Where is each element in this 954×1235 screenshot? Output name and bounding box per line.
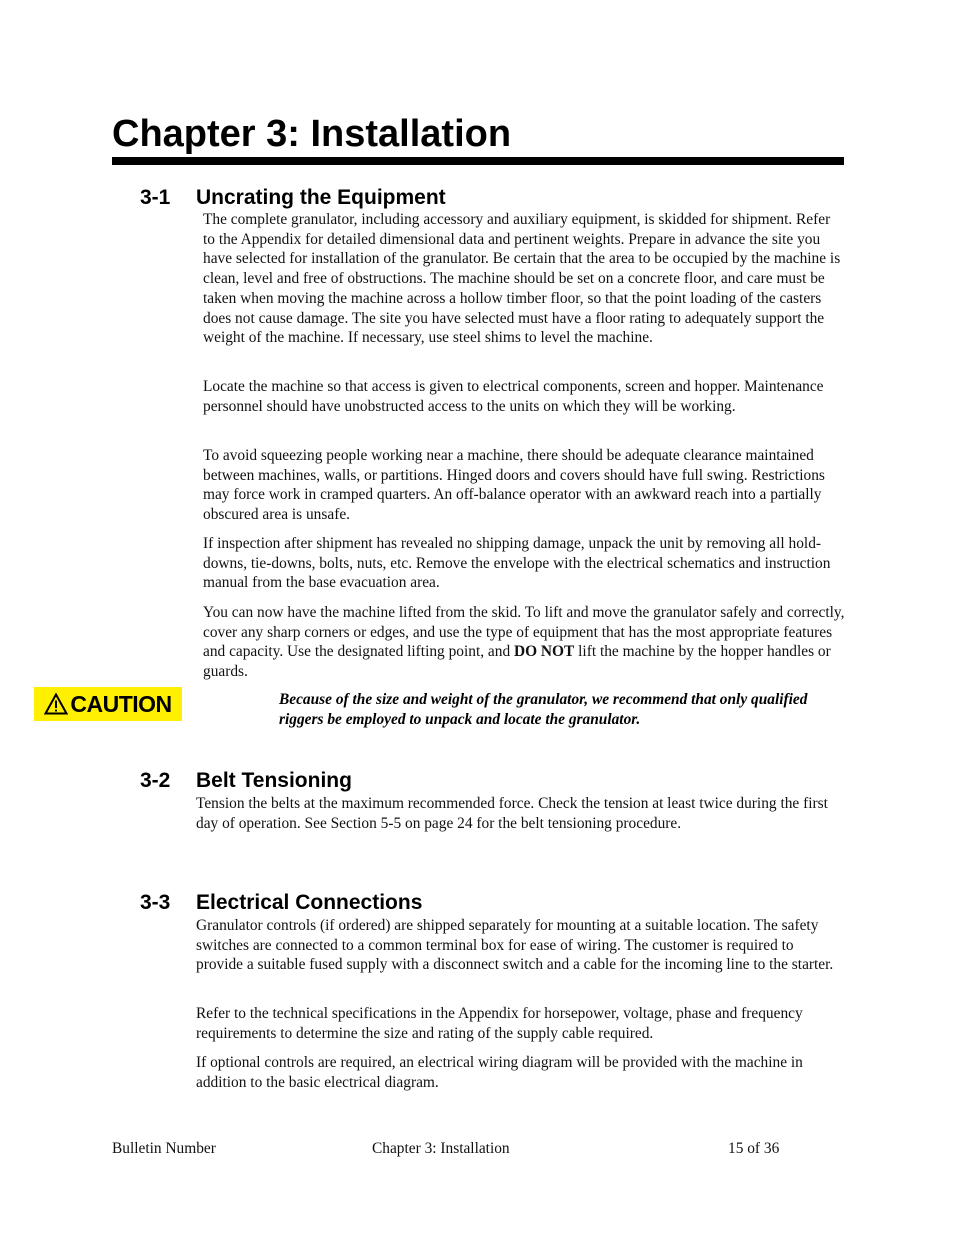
- section-title: Electrical Connections: [196, 891, 423, 914]
- warning-triangle-icon: [44, 693, 68, 715]
- footer-chapter: Chapter 3: Installation: [372, 1140, 510, 1157]
- paragraph-specifications: Refer to the technical specifications in the Appendix for horsepower, voltage, phase and frequency requirements to determine the size and rating of the supply cable required.: [196, 1005, 803, 1042]
- section-heading-electrical: [140, 891, 422, 915]
- paragraph-clearance: To avoid squeezing people working near a machine, there should be adequate clearance maintained between machines, walls, or partitions. Hinged doors and covers should have full swing. Restrictions may force work in cramped quarters. An off-balance operator with an awkward reach into a partially obscured area is unsafe.: [203, 447, 825, 524]
- section-number: 3-3: [140, 891, 171, 914]
- paragraph-unpacking: If inspection after shipment has revealed no shipping damage, unpack the unit by removing all hold-downs, tie-downs, bolts, nuts, etc. Remove the envelope with the electrical schematics and instruction manual from the base evacuation area.: [203, 535, 831, 592]
- caution-label: CAUTION: [70, 690, 172, 717]
- section-heading-belt-tensioning: [140, 769, 352, 793]
- caution-badge: [34, 687, 182, 721]
- footer-bulletin-number: Bulletin Number: [112, 1140, 216, 1157]
- section-number: 3-1: [140, 186, 171, 209]
- section-title: Uncrating the Equipment: [196, 186, 446, 209]
- paragraph-lifting: [203, 603, 845, 682]
- lifting-text-end: lift the machine by the hopper handles or guards.: [203, 643, 831, 681]
- footer-page-number: 15 of 36: [728, 1140, 780, 1157]
- paragraph-site-preparation: The complete granulator, including accessory and auxiliary equipment, is skidded for shipment. Refer to the Appendix for detailed dimensional data and pertinent weights. Prepare in advance the site you have selected for installation of the granulator. Be certain that the area to be occupied by the machine is clean, level and free of obstructions. The machine should be set on a concrete floor, and care must be taken when moving the machine across a hollow timber floor, so that the point loading of the casters does not cause damage. The site you have selected must have a floor rating to adequately support the weight of the machine. If necessary, use steel shims to level the machine.: [203, 211, 841, 347]
- lifting-text: You can now have the machine lifted from the skid. To lift and move the granulator safely and correctly, cover any sharp corners or edges, and use the type of equipment that has the most appropriate features and capacity. Use the designated lifting point, and: [203, 604, 845, 661]
- paragraph-belt-tension: Tension the belts at the maximum recommended force. Check the tension at least twice during the first day of operation. See Section 5-5 on page 24 for the belt tensioning procedure.: [196, 795, 828, 832]
- paragraph-access: Locate the machine so that access is given to electrical components, screen and hopper. Maintenance personnel should have unobstructed access to the units on which they will be working.: [203, 378, 824, 415]
- section-title: Belt Tensioning: [196, 769, 352, 792]
- do-not-emphasis: DO NOT: [514, 643, 575, 661]
- chapter-title: Chapter 3: Installation: [112, 113, 512, 155]
- paragraph-controls: Granulator controls (if ordered) are shipped separately for mounting at a suitable location. The safety switches are connected to a common terminal box for ease of wiring. The customer is required to provide a suitable fused supply with a disconnect switch and a cable for the incoming line to the starter.: [196, 917, 834, 974]
- section-heading-uncrating: [140, 186, 446, 210]
- section-number: 3-2: [140, 769, 171, 792]
- title-rule: [112, 157, 844, 165]
- paragraph-optional-controls: If optional controls are required, an electrical wiring diagram will be provided with the machine in addition to the basic electrical diagram.: [196, 1054, 803, 1091]
- caution-text: Because of the size and weight of the granulator, we recommend that only qualified riggers be employed to unpack and locate the granulator.: [279, 691, 808, 728]
